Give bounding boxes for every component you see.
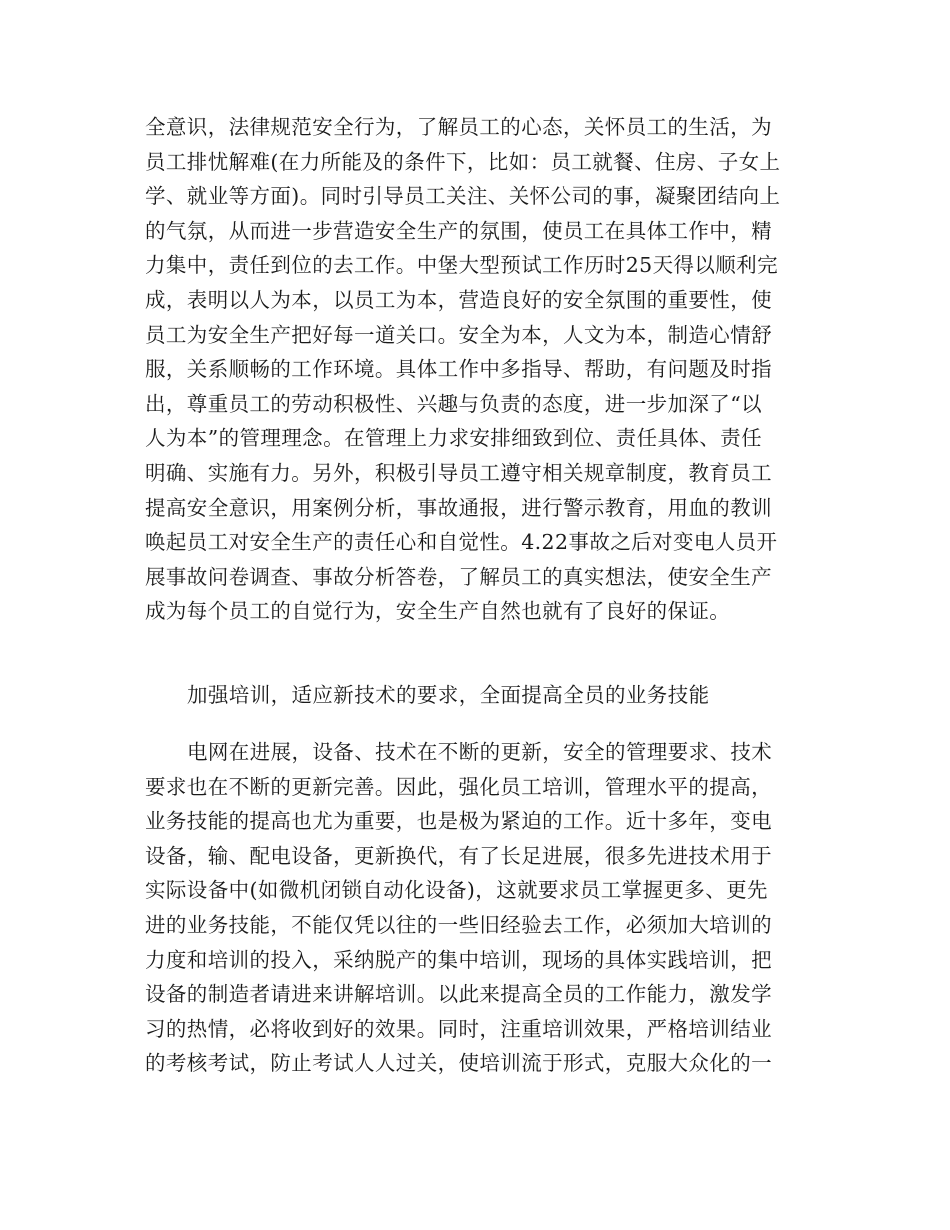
paragraph-line: 力集中，责任到位的去工作。中堡大型预试工作历时25天得以顺利完 [145, 253, 778, 278]
paragraph-line: 全意识，法律规范安全行为，了解员工的心态，关怀员工的生活，为 [145, 115, 772, 139]
paragraph-line: 学、就业等方面)。同时引导员工关注、关怀公司的事，凝聚团结向上 [145, 184, 781, 209]
paragraph-line: 员工排忧解难(在力所能及的条件下，比如：员工就餐、住房、子女上 [145, 149, 781, 174]
paragraph-2 [145, 735, 805, 1081]
paragraph-line: 明确、实施有力。另外，积极引导员工遵守相关规章制度，教育员工 [145, 460, 772, 485]
section-heading-text: 加强培训，适应新技术的要求，全面提高全员的业务技能 [187, 683, 710, 707]
paragraph-line: 唤起员工对安全生产的责任心和自觉性。4.22事故之后对变电人员开 [145, 530, 778, 555]
paragraph-line: 出，尊重员工的劳动积极性、兴趣与负责的态度，进一步加深了“以 [145, 391, 762, 416]
paragraph-line: 成为每个员工的自觉行为，安全生产自然也就有了良好的保证。 [145, 599, 731, 624]
paragraph-line: 业务技能的提高也尤为重要，也是极为紧迫的工作。近十多年，变电 [145, 809, 772, 834]
paragraph-1 [145, 110, 805, 629]
paragraph-line: 成，表明以人为本，以员工为本，营造良好的安全氛围的重要性，使 [145, 287, 772, 312]
section-heading [187, 678, 807, 713]
paragraph-line: 人为本”的管理理念。在管理上力求安排细致到位、责任具体、责任 [145, 426, 762, 451]
paragraph-line: 提高安全意识，用案例分析，事故通报，进行警示教育，用血的教训 [145, 495, 772, 520]
paragraph-line: 力度和培训的投入，采纳脱产的集中培训，现场的具体实践培训，把 [145, 947, 772, 972]
paragraph-line: 员工为安全生产把好每一道关口。安全为本，人文为本，制造心情舒 [145, 322, 772, 347]
paragraph-line: 设备的制造者请进来讲解培训。以此来提高全员的工作能力，激发学 [145, 982, 772, 1007]
paragraph-line: 设备，输、配电设备，更新换代，有了长足进展，很多先进技术用于 [145, 843, 772, 868]
paragraph-line: 服，关系顺畅的工作环境。具体工作中多指导、帮助，有问题及时指 [145, 357, 772, 382]
paragraph-line: 实际设备中(如微机闭锁自动化设备)，这就要求员工掌握更多、更先 [145, 878, 768, 903]
paragraph-line: 的考核考试，防止考试人人过关，使培训流于形式，克服大众化的一 [145, 1051, 772, 1076]
paragraph-line: 的气氛，从而进一步营造安全生产的氛围，使员工在具体工作中，精 [145, 218, 772, 243]
paragraph-line: 要求也在不断的更新完善。因此，强化员工培训，管理水平的提高， [145, 774, 772, 799]
paragraph-line: 电网在进展，设备、技术在不断的更新，安全的管理要求、技术 [187, 740, 773, 764]
paragraph-line: 习的热情，必将收到好的效果。同时，注重培训效果，严格培训结业 [145, 1016, 772, 1041]
paragraph-line: 进的业务技能，不能仅凭以往的一些旧经验去工作，必须加大培训的 [145, 912, 772, 937]
paragraph-line: 展事故问卷调查、事故分析答卷，了解员工的真实想法，使安全生产 [145, 564, 772, 589]
